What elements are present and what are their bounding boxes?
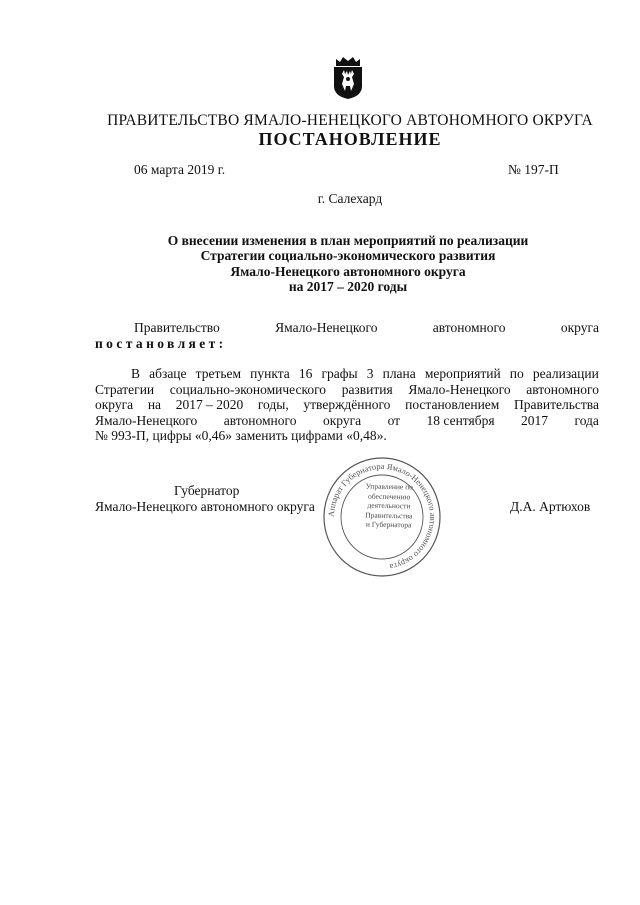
- signatory-title: Губернатор: [174, 483, 240, 498]
- body-word: автономного: [223, 412, 297, 428]
- body-word: социально-экономического: [169, 381, 327, 397]
- title-line: Стратегии социально-экономического развития: [200, 248, 496, 264]
- body-line: [95, 413, 599, 429]
- stamp-line: Управление по: [365, 481, 414, 492]
- body-line: [95, 397, 599, 413]
- stamp-line: деятельности: [367, 500, 411, 511]
- title-line: О внесении изменения в план мероприятий по реализации: [167, 233, 529, 248]
- stamp-line: Правительства: [365, 510, 413, 520]
- body-word: графы: [321, 366, 358, 381]
- document-date: 06 марта 2019 г.: [134, 162, 226, 177]
- body-word: постановлением: [405, 397, 500, 412]
- coat-of-arms-icon: [331, 56, 365, 100]
- resolve-word: постановляет:: [95, 336, 227, 351]
- body-word: плана: [382, 366, 416, 381]
- preamble: [134, 320, 599, 336]
- document-number: № 197-П: [508, 162, 559, 177]
- body-paragraph: [95, 366, 599, 444]
- signatory-name: Д.А. Артюхов: [510, 499, 591, 514]
- body-word: утверждённого: [303, 397, 391, 412]
- stamp-line: и Губернатора: [365, 519, 412, 530]
- body-word: округа: [95, 397, 134, 412]
- preamble-word: автономного: [432, 320, 506, 335]
- title-line: на 2017 – 2020 годы: [288, 278, 408, 294]
- body-word: пункта: [250, 366, 290, 381]
- body-word: 2017: [521, 412, 549, 428]
- title-line: Ямало-Ненецкого автономного округа: [230, 263, 466, 279]
- document-type: ПОСТАНОВЛЕНИЕ: [258, 129, 442, 149]
- preamble-word: округа: [560, 320, 599, 335]
- body-word: Ямало-Ненецкого: [408, 381, 511, 397]
- body-word: реализации: [532, 366, 599, 381]
- organization-name: ПРАВИТЕЛЬСТВО ЯМАЛО-НЕНЕЦКОГО АВТОНОМНОГО ОКРУГА: [107, 112, 593, 129]
- body-line: [95, 428, 599, 444]
- body-word: 18 сентября: [426, 412, 495, 428]
- preamble-word: Правительство: [134, 320, 220, 335]
- body-word: года: [574, 412, 599, 428]
- body-word: В: [131, 366, 141, 381]
- body-word: по: [509, 366, 524, 381]
- body-word: на: [147, 397, 162, 412]
- body-word: 3: [366, 366, 374, 381]
- body-word: от: [387, 412, 401, 428]
- body-word: 16: [298, 366, 313, 381]
- document-title: [100, 233, 596, 294]
- body-word: абзаце: [149, 366, 187, 381]
- preamble-word: Ямало-Ненецкого: [275, 320, 378, 335]
- stamp-ring-text: Аппарат Губернатора Ямало-Ненецкого автономного округа: [325, 460, 439, 573]
- stamp-line: обеспечению: [367, 491, 411, 501]
- body-word: мероприятий: [424, 366, 501, 381]
- signatory-organization: Ямало-Ненецкого автономного округа: [95, 499, 315, 514]
- body-word: № 993-П, цифры «0,46» заменить цифрами «0,48».: [95, 428, 387, 443]
- body-word: третьем: [195, 366, 242, 381]
- body-word: развития: [341, 381, 393, 397]
- body-word: Стратегии: [95, 381, 155, 397]
- body-word: Правительства: [514, 397, 599, 412]
- body-word: округа: [322, 412, 362, 428]
- body-word: Ямало-Ненецкого: [95, 412, 198, 428]
- body-line: [95, 366, 599, 382]
- city: г. Салехард: [317, 191, 383, 206]
- body-word: годы,: [257, 397, 289, 412]
- stamp-inner-text: [352, 481, 427, 530]
- body-word: 2017 – 2020: [175, 397, 244, 412]
- body-line: [95, 382, 599, 398]
- body-word: автономного: [526, 381, 599, 397]
